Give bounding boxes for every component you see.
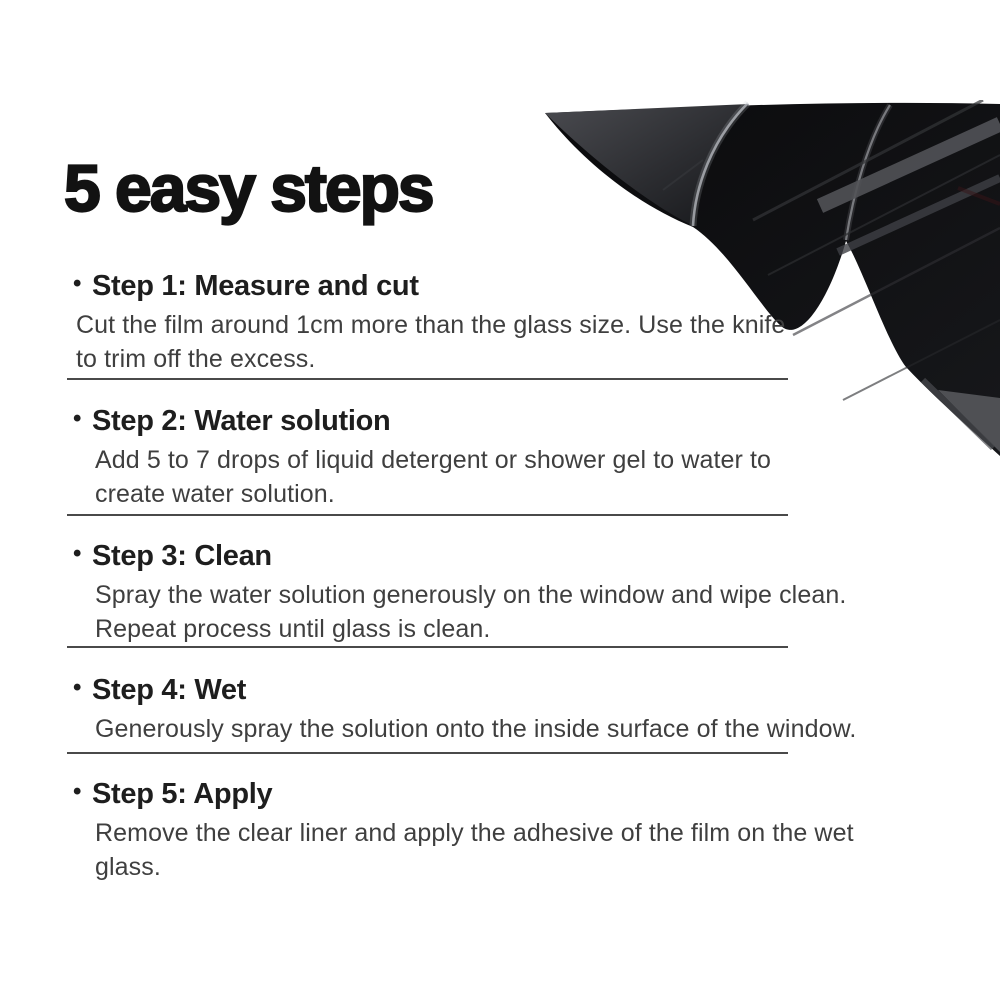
step-3-title: Step 3: Clean (92, 540, 272, 572)
step-5-heading (73, 777, 854, 811)
step-1-heading (73, 269, 785, 303)
step-body-line: to trim off the excess. (76, 344, 316, 373)
step-body-line: create water solution. (95, 479, 335, 508)
step-2-title: Step 2: Water solution (92, 405, 391, 437)
step-4-heading (73, 673, 856, 707)
step-4-body (95, 713, 856, 747)
step-section-5 (73, 777, 854, 884)
bullet-icon: • (73, 778, 82, 805)
bullet-icon: • (73, 270, 82, 297)
step-2-body (95, 444, 771, 511)
step-body-line: Generously spray the solution onto the inside surface of the window. (95, 715, 857, 743)
page-title: 5 easy steps (64, 151, 433, 225)
step-5-body (95, 817, 854, 884)
step-body-line: Add 5 to 7 drops of liquid detergent or shower gel to water to (95, 446, 772, 474)
bullet-icon: • (73, 674, 82, 701)
step-5-title: Step 5: Apply (92, 778, 273, 810)
step-section-3 (73, 539, 847, 646)
step-body-line: Repeat process until glass is clean. (95, 614, 491, 643)
divider (67, 514, 788, 516)
step-body-line: Cut the film around 1cm more than the glass size. Use the knife (76, 311, 786, 339)
step-body-line: Remove the clear liner and apply the adhesive of the film on the wet (95, 819, 854, 847)
divider (67, 646, 788, 648)
step-section-4 (73, 673, 857, 747)
divider (67, 378, 788, 380)
step-1-body (76, 309, 785, 376)
step-body-line: Spray the water solution generously on the window and wipe clean. (95, 581, 847, 609)
step-body-line: glass. (95, 852, 161, 881)
step-4-title: Step 4: Wet (92, 674, 247, 706)
bullet-icon: • (73, 540, 82, 567)
step-3-heading (73, 539, 846, 573)
step-1-title: Step 1: Measure and cut (92, 270, 419, 302)
divider (67, 752, 788, 754)
bullet-icon: • (73, 405, 82, 432)
step-2-heading (73, 404, 771, 438)
step-3-body (95, 579, 846, 646)
step-section-2 (73, 404, 772, 511)
step-section-1 (73, 269, 786, 376)
